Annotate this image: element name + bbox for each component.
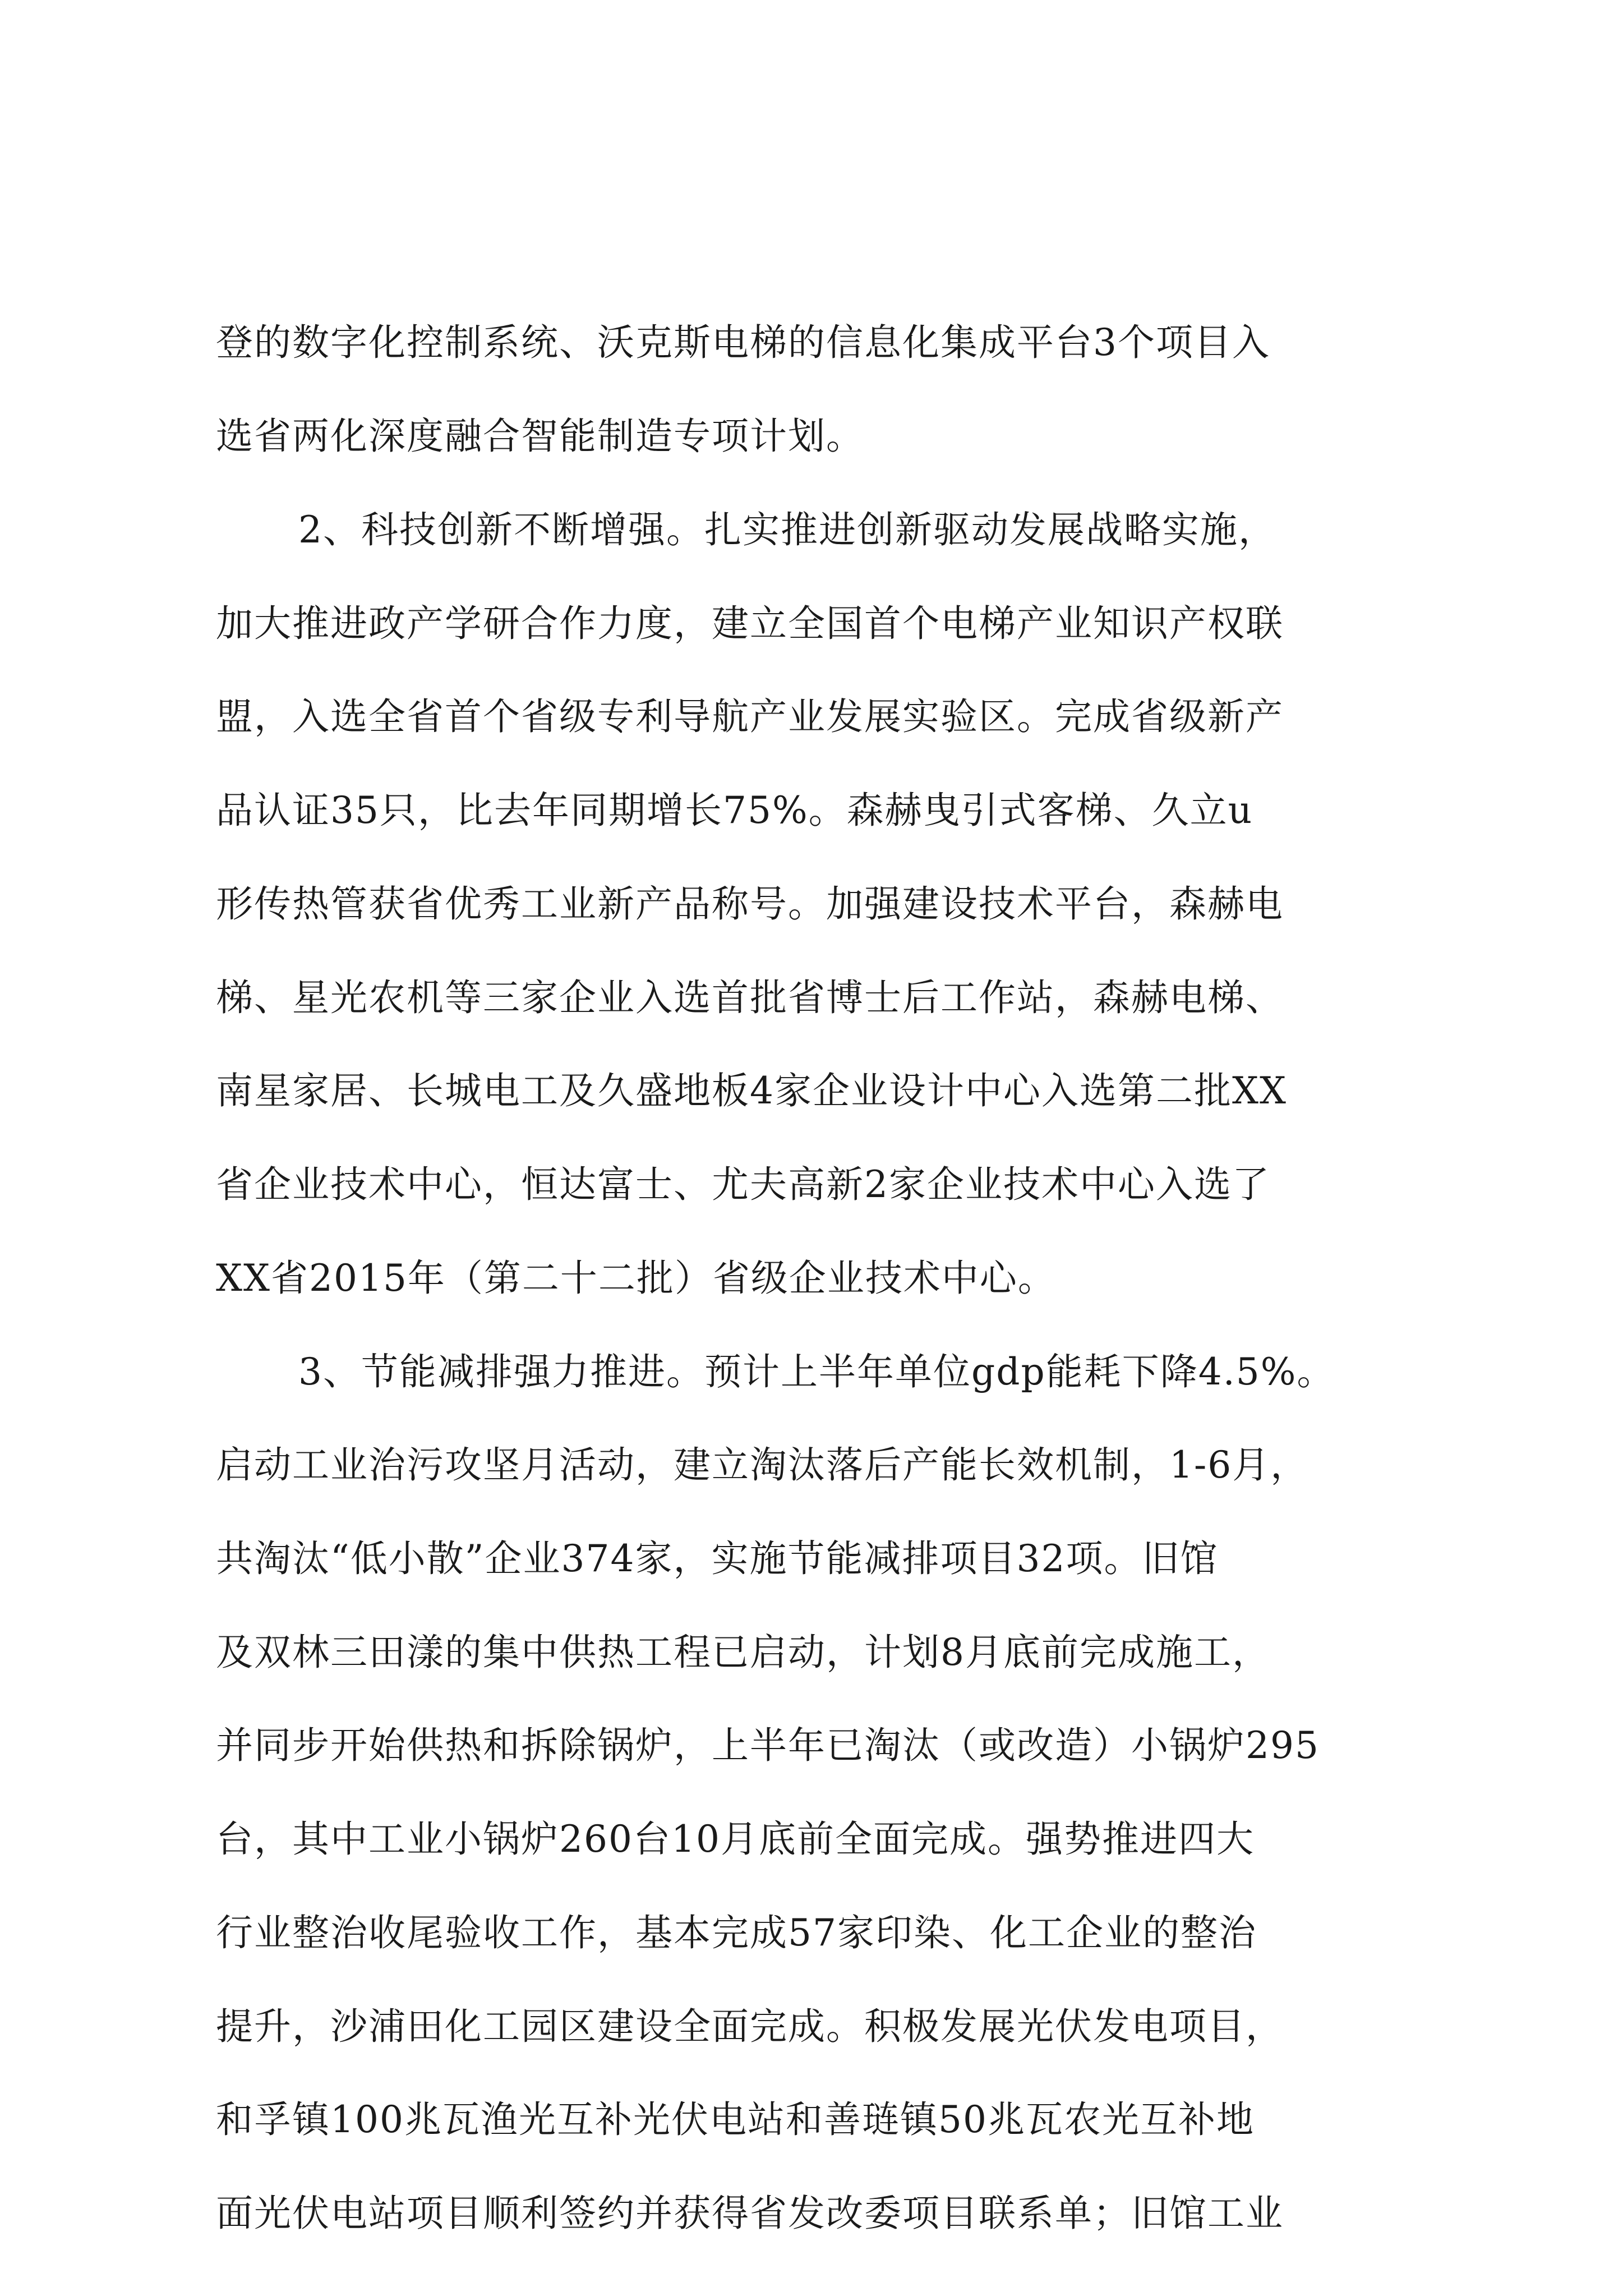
text-line: XX省2015年（第二十二批）省级企业技术中心。 xyxy=(216,1257,1056,1300)
text-line: 品认证35只，比去年同期增长75%。森赫曳引式客梯、久立u xyxy=(216,789,1253,832)
text-line: 行业整治收尾验收工作，基本完成57家印染、化工企业的整治 xyxy=(216,1911,1257,1954)
text-line: 面光伏电站项目顺利签约并获得省发改委项目联系单；旧馆工业 xyxy=(216,2192,1284,2235)
paragraph-start-line: 2、科技创新不断增强。扎实推进创新驱动发展战略实施， xyxy=(298,508,1276,551)
text-line: 台，其中工业小锅炉260台10月底前全面完成。强势推进四大 xyxy=(216,1818,1255,1861)
text-line: 选省两化深度融合智能制造专项计划。 xyxy=(216,415,864,458)
text-line: 梯、星光农机等三家企业入选首批省博士后工作站，森赫电梯、 xyxy=(216,976,1284,1019)
text-line: 共淘汰“低小散”企业374家，实施节能减排项目32项。旧馆 xyxy=(216,1537,1219,1580)
text-line: 登的数字化控制系统、沃克斯电梯的信息化集成平台3个项目入 xyxy=(216,321,1270,364)
text-line: 形传热管获省优秀工业新产品称号。加强建设技术平台，森赫电 xyxy=(216,882,1284,926)
text-line: 及双林三田漾的集中供热工程已启动，计划8月底前完成施工， xyxy=(216,1631,1270,1674)
text-line: 盟，入选全省首个省级专利导航产业发展实验区。完成省级新产 xyxy=(216,695,1284,738)
text-line: 提升，沙浦田化工园区建设全面完成。积极发展光伏发电项目， xyxy=(216,2005,1284,2048)
text-line: 南星家居、长城电工及久盛地板4家企业设计中心入选第二批XX xyxy=(216,1069,1287,1112)
text-line: 和孚镇100兆瓦渔光互补光伏电站和善琏镇50兆瓦农光互补地 xyxy=(216,2098,1255,2141)
paragraph-start-line: 3、节能减排强力推进。预计上半年单位gdp能耗下降4.5%。 xyxy=(298,1350,1335,1393)
text-line: 并同步开始供热和拆除锅炉，上半年已淘汰（或改造）小锅炉295 xyxy=(216,1724,1320,1767)
text-line: 加大推进政产学研合作力度，建立全国首个电梯产业知识产权联 xyxy=(216,602,1284,645)
text-line: 省企业技术中心，恒达富士、尤夫高新2家企业技术中心入选了 xyxy=(216,1163,1270,1206)
text-line: 启动工业治污攻坚月活动，建立淘汰落后产能长效机制，1-6月， xyxy=(216,1443,1309,1487)
